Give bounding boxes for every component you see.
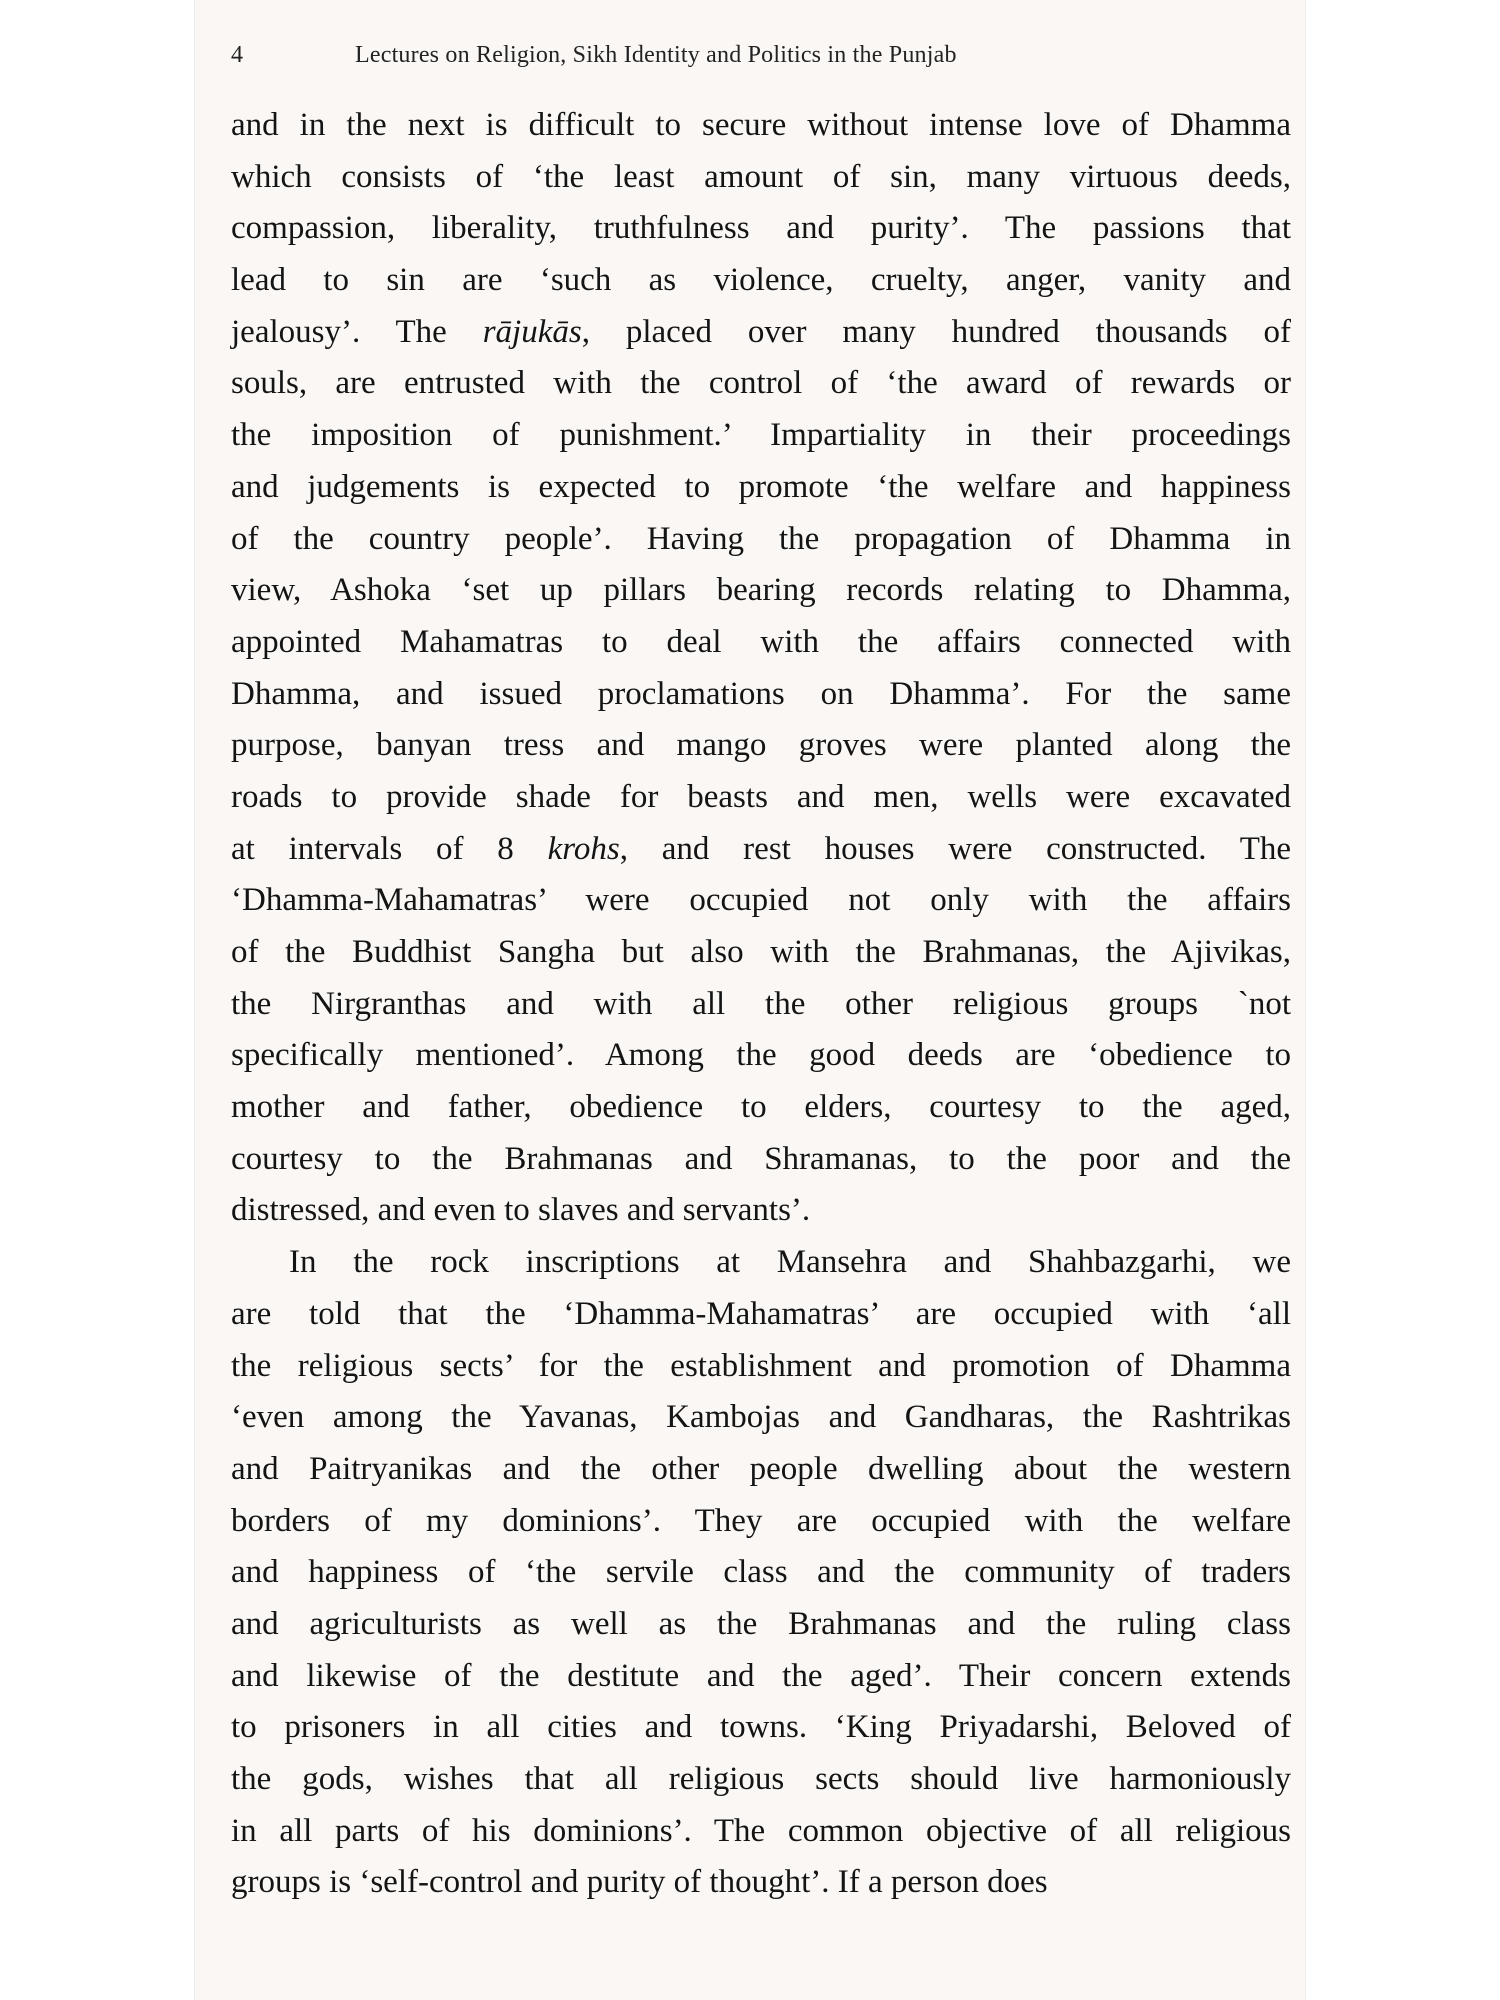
- text-line: distressed, and even to slaves and servants’.: [231, 1192, 811, 1229]
- running-title: Lectures on Religion, Sikh Identity and Politics in the Punjab: [355, 42, 957, 68]
- text-line: and Paitryanikas and the other people dwelling about the western: [231, 1450, 1291, 1487]
- body-text: [231, 100, 1291, 1909]
- text-line: purpose, banyan tress and mango groves were planted along the: [231, 727, 1291, 764]
- text-line: and agriculturists as well as the Brahmanas and the ruling class: [231, 1605, 1291, 1642]
- text-line: groups is ‘self-control and purity of thought’. If a person does: [231, 1864, 1048, 1901]
- text-line: in all parts of his dominions’. The common objective of all religious: [231, 1812, 1291, 1849]
- running-header: [231, 36, 1241, 76]
- text-line: souls, are entrusted with the control of ‘the award of rewards or: [231, 365, 1291, 402]
- text-line: at intervals of 8 krohs, and rest houses were constructed. The: [231, 830, 1291, 867]
- text-line: ‘Dhamma-Mahamatras’ were occupied not only with the affairs: [231, 882, 1291, 919]
- text-line: and in the next is difficult to secure without intense love of Dhamma: [231, 107, 1291, 143]
- text-line: the religious sects’ for the establishment and promotion of Dhamma: [231, 1347, 1291, 1384]
- text-line: roads to provide shade for beasts and men, wells were excavated: [231, 778, 1291, 815]
- text-line: of the country people’. Having the propagation of Dhamma in: [231, 520, 1291, 557]
- text-line: of the Buddhist Sangha but also with the Brahmanas, the Ajivikas,: [231, 934, 1291, 970]
- text-line: view, Ashoka ‘set up pillars bearing records relating to Dhamma,: [231, 572, 1291, 609]
- paragraph: [231, 100, 1291, 1237]
- text-line: compassion, liberality, truthfulness and purity’. The passions that: [231, 210, 1291, 247]
- text-line: and judgements is expected to promote ‘the welfare and happiness: [231, 468, 1291, 505]
- text-line: In the rock inscriptions at Mansehra and Shahbazgarhi, we: [289, 1244, 1291, 1281]
- text-line: mother and father, obedience to elders, courtesy to the aged,: [231, 1089, 1291, 1126]
- text-line: Dhamma, and issued proclamations on Dhamma’. For the same: [231, 675, 1291, 712]
- text-line: ‘even among the Yavanas, Kambojas and Gandharas, the Rashtrikas: [231, 1399, 1291, 1436]
- text-line: the gods, wishes that all religious sects should live harmoniously: [231, 1761, 1291, 1797]
- text-line: specifically mentioned’. Among the good deeds are ‘obedience to: [231, 1037, 1291, 1074]
- text-line: and likewise of the destitute and the aged’. Their concern extends: [231, 1657, 1291, 1694]
- text-line: borders of my dominions’. They are occupied with the welfare: [231, 1502, 1291, 1539]
- text-line: and happiness of ‘the servile class and the community of traders: [231, 1554, 1291, 1591]
- paragraph: [231, 1237, 1291, 1909]
- text-line: to prisoners in all cities and towns. ‘King Priyadarshi, Beloved of: [231, 1709, 1291, 1746]
- book-page: [195, 0, 1305, 2000]
- text-line: are told that the ‘Dhamma-Mahamatras’ are occupied with ‘all: [231, 1295, 1291, 1332]
- text-line: the imposition of punishment.’ Impartiality in their proceedings: [231, 417, 1291, 454]
- text-line: courtesy to the Brahmanas and Shramanas, to the poor and the: [231, 1140, 1291, 1177]
- text-line: appointed Mahamatras to deal with the affairs connected with: [231, 623, 1291, 660]
- text-line: which consists of ‘the least amount of sin, many virtuous deeds,: [231, 158, 1291, 195]
- text-line: jealousy’. The rājukās, placed over many hundred thousands of: [231, 313, 1292, 350]
- page-number: 4: [231, 42, 243, 68]
- text-line: the Nirgranthas and with all the other religious groups `not: [231, 985, 1291, 1022]
- text-line: lead to sin are ‘such as violence, cruelty, anger, vanity and: [231, 262, 1291, 299]
